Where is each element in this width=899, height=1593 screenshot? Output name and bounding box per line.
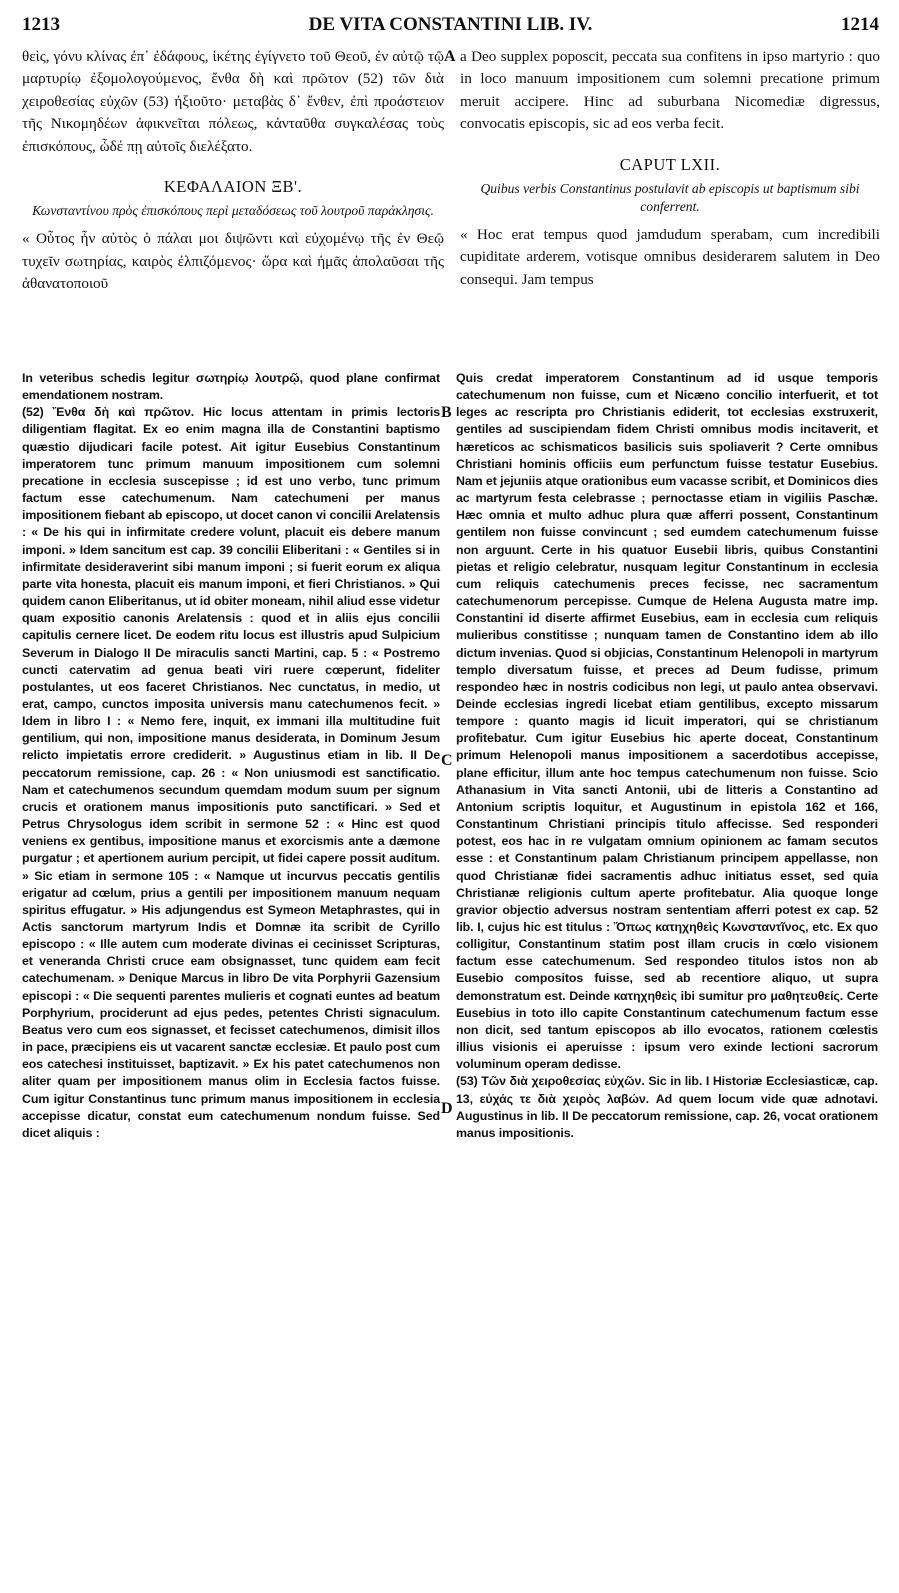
greek-paragraph: θεὶς, γόνυ κλίνας ἐπ᾽ ἐδάφους, ἱκέτης ἐγίγνετο τοῦ Θεοῦ, ἐν αὐτῷ τῷ μαρτυρίῳ ἐξομολογούμενος, ἔνθα δὴ καὶ πρῶτον (52) τῶν διὰ χειροθεσίας εὐχῶν (53) ἠξιοῦτο· μεταβὰς δ᾽ ἔνθεν, ἐπὶ προάστειον τῆς Νικομηδέων ἀφικνεῖται πόλεως, κἀνταῦθα συγκαλέσας τοὺς ἐπισκόπους, ὧδέ πῃ αὐτοῖς διελέξατο.	[22, 48, 444, 155]
greek-chapter-title: ΚΕΦΑΛΑΙΟΝ ΞΒ'.	[163, 177, 303, 197]
latin-speech: « Hoc erat tempus quod jamdudum sperabam, cum incredibili cupiditate arderem, votisque omnibus desiderarem salutem in Deo consequi. Jam tempus	[460, 226, 880, 288]
greek-speech: « Οὗτος ἦν αὐτὸς ὁ πάλαι μοι διψῶντι καὶ εὐχομένῳ τῆς ἐν Θεῷ τυχεῖν σωτηρίας, καιρὸς ἐλπιζόμενος· ὥρα καὶ ἡμᾶς ἀπολαῦσαι τῆς ἀθανατοποιοῦ	[22, 230, 444, 293]
note-right-2: (53) Τῶν διὰ χειροθεσίας εὐχῶν. Sic in lib. I Historiæ Ecclesiasticæ, cap. 13, εὐχάς τε διὰ χειρὸς λαβών. Ad quem locum vide quæ adnotavi. Augustinus in lib. II De peccatorum remissione, cap. 26, vocat orationem manus impositionis.	[456, 1074, 878, 1140]
note-right-1: Quis credat imperatorem Constantinum ad id usque temporis catechumenum non fuisse, cum et Nicæno concilio interfuerit, et tot leges ac rescripta pro Christianis ediderit, tot ecclesias exstruxerit, gentiles ad suscipiendam fidem Christi omnibus modis incitaverit, et hæreticos ac schismaticos basilicis suis spoliaverit ? Certe omnibus Christiani hominis officiis eum perfunctum fuisse testatur Eusebius. Nam et jejuniis atque orationibus eum vacasse scribit, et Dominicos dies ac martyrum festa celebrasse ; pernoctasse etiam in vigiliis Paschæ. Hæc omnia et multo adhuc plura quæ afferri possent, Constantinum gentilem non fuisse convincunt ; sed eumdem catechumenum fuisse non arguunt. Certe in his quatuor Eusebii libris, quibus Constantini pietas et religio celebratur, nusquam legitur Constantinum in ecclesia cum reliquis catechumenis preces fecisse, nec sacramentum catechumenorum percepisse. Cumque de Helena Augusta matre imp. Constantini id diserte affirmet Eusebius, eam in ecclesia cum reliquis mulieribus constitisse ; nunquam tamen de Constantino idem ab illo dictum invenias. Quod si objicias, Constantinum Helenopoli in martyrum templo diversatum fuisse, et preces ad Deum fudisse, primum respondeo hæc in nostris codicibus non legi, ut paulo antea observavi. Deinde ecclesias ingredi licebat etiam gentilibus, excepto missarum tempore : quanto magis id licuit imperatori, qui se christianum profitebatur. Cum igitur Eusebius hic aperte doceat, Constantinum primum Helenopoli manus impositionem a sacerdotibus accepisse, plane efficitur, illum ante hoc tempus catechumenum non fuisse. Scio Athanasium in Vita sancti Antonii, ubi de litteris a Constantino ad Antonium scriptis loquitur, et Augustinum in epistola 162 et 166, Constantinum Christiani principis titulo affecisse. Sed responderi potest, eos hac in re vulgatam omnium opinionem ac famam secutos esse : et Constantinum palam Christianum principem appellasse, non quod Christianæ fidei sacramentis adhuc initiatus esset, sed quia Christianæ religionis cultum aperte profitebatur. Alia quoque longe gravior objectio adversus nostram sententiam afferri potest ex cap. 52 lib. I, cujus hic est titulus : Ὅπως κατηχηθεὶς Κωνσταντῖνος, etc. Ex quo colligitur, Constantinum statim post illam crucis in cœlo visionem factum esse catechumenum. Sed respondeo titulos istos non ab Eusebio compositos fuisse, sed ab recentiore aliquo, ut supra demonstratum est. Deinde κατηχηθεὶς ibi sumitur pro μαθητευθείς. Certe Eusebius in toto illo capite Constantinum catechumenum factum esse non dicit, sed tantum episcopos ab illo evocatos, rationem cœlestis illius visionis ei aperuisse : ipsum vero exinde lectioni sacrorum voluminum operam dedisse.	[456, 371, 878, 1072]
left-page-number: 1213	[22, 14, 60, 35]
greek-chapter-subtitle: Κωνσταντίνου πρὸς ἐπισκόπους περὶ μεταδόσεως τοῦ λουτροῦ παράκλησις.	[32, 203, 434, 219]
margin-letter-c: C	[441, 752, 453, 769]
margin-letter-b: B	[441, 404, 452, 421]
running-title: DE VITA CONSTANTINI LIB. IV.	[308, 14, 593, 35]
page-header	[22, 14, 879, 36]
latin-paragraph: a Deo supplex poposcit, peccata sua confitens in ipso martyrio : quo in loco manuum impositionem cum solemni precatione primum meruit accipere. Hinc ad suburbana Nicomediæ digressus, convocatis episcopis, sic ad eos verba fecit.	[460, 48, 880, 133]
notes-left-column	[22, 370, 440, 1142]
notes-right-column	[456, 370, 878, 1142]
greek-column	[22, 46, 444, 296]
latin-column	[460, 46, 880, 291]
note-left-2: (52) Ἔνθα δὴ καὶ πρῶτον. Hic locus attentam in primis lectoris diligentiam flagitat. Ex eo enim magna illa de Constantini baptismo quæstio dijudicari facile potest. Ait igitur Eusebius Constantinum imperatorem tunc primum manuum impositionem cum solemni precatione in ecclesia suscepisse ; id est uno verbo, tunc primum factum esse catechumenum. Nam catechumeni per manus impositionem fiebant ab episcopo, ut docet canon vi concilii Arelatensis : « De his qui in infirmitate credere volunt, placuit eis debere manum imponi. » Idem sancitum est cap. 39 concilii Eliberitani : « Gentiles si in infirmitate desideraverint sibi manum imponi ; si fuerit eorum ex aliqua parte vita honesta, placuit eis manum imponi, et fieri Christianos. » Qui quidem canon Eliberitanus, ut id obiter moneam, nihil aliud esse videtur quam expositio canonis Arelatensis : quod et in aliis ejus concilii capitulis cernere licet. De eodem ritu locus est illustris apud Sulpicium Severum in Dialogo II De miraculis sancti Martini, cap. 5 : « Postremo cuncti catervatim ad genua beati viri ruere cœperunt, fideliter postulantes, ut eos faceret Christianos. Nec cunctatus, in medio, ut erat, campo, cunctos imposita universis manu catechumenos fecit. » Idem in libro I : « Nemo fere, inquit, ex immani illa multitudine fuit gentilium, qui non, impositione manus desiderata, in Dominum Jesum relicto impietatis errore crediderit. » Augustinus etiam in lib. II De peccatorum remissione, cap. 26 : « Non uniusmodi est sanctificatio. Nam et catechumenos secundum quemdam modum suum per signum crucis et orationem manus impositionis puto sanctificari. » Sed et Petrus Chrysologus idem scribit in sermone 52 : « Hinc est quod veniens ex gentibus, impositione manus et exorcismis ante a dæmone purgatur ; et apertionem aurium percipit, ut fidei capere possit auditum. » Sic etiam in sermone 105 : « Namque ut incurvus peccatis gentilis erigatur ad cœlum, prius a gentili per impositionem manuum nequam spiritus effugatur. » His adjungendus est Symeon Metaphrastes, qui in Actis sanctorum martyrum Indis et Domnæ ita scribit de Cyrillo episcopo : « Ille autem cum moderate divinas ei cecinisset Scripturas, et veneranda Christi cruce eam obsignasset, tunc quidem eam fecit catechumenam. » Denique Marcus in libro De vita Porphyrii Gazensium episcopi : « Die sequenti parentes mulieris et cognati euntes ad beatum Porphyrium, prociderunt ad ejus pedes, petentes Christi signaculum. Beatus vero cum eos signasset, et fecisset catechumenos, dimisit illos in pace, præcipiens eis ut vacarent sanctæ ecclesiæ. Et paulo post cum eos catechesi instituisset, baptizavit. » Ex his patet catechumenos non aliter quam per impositionem manus olim in Ecclesia factos fuisse. Cum igitur Constantinus tunc primum manus impositionem in ecclesia accepisse dicatur, constat eum catechumenum nondum fuisse. Sed dicet aliquis :	[22, 405, 440, 1140]
latin-chapter-subtitle: Quibus verbis Constantinus postulavit ab episcopis ut baptismum sibi conferrent.	[480, 181, 860, 215]
latin-chapter-title: CAPUT LXII.	[619, 154, 721, 174]
note-left-1: In veteribus schedis legitur σωτηρίῳ λουτρῷ, quod plane confirmat emendationem nostram.	[22, 371, 440, 403]
margin-letter-a: A	[444, 48, 456, 65]
right-page-number: 1214	[841, 14, 879, 35]
margin-letter-d: D	[441, 1100, 453, 1117]
